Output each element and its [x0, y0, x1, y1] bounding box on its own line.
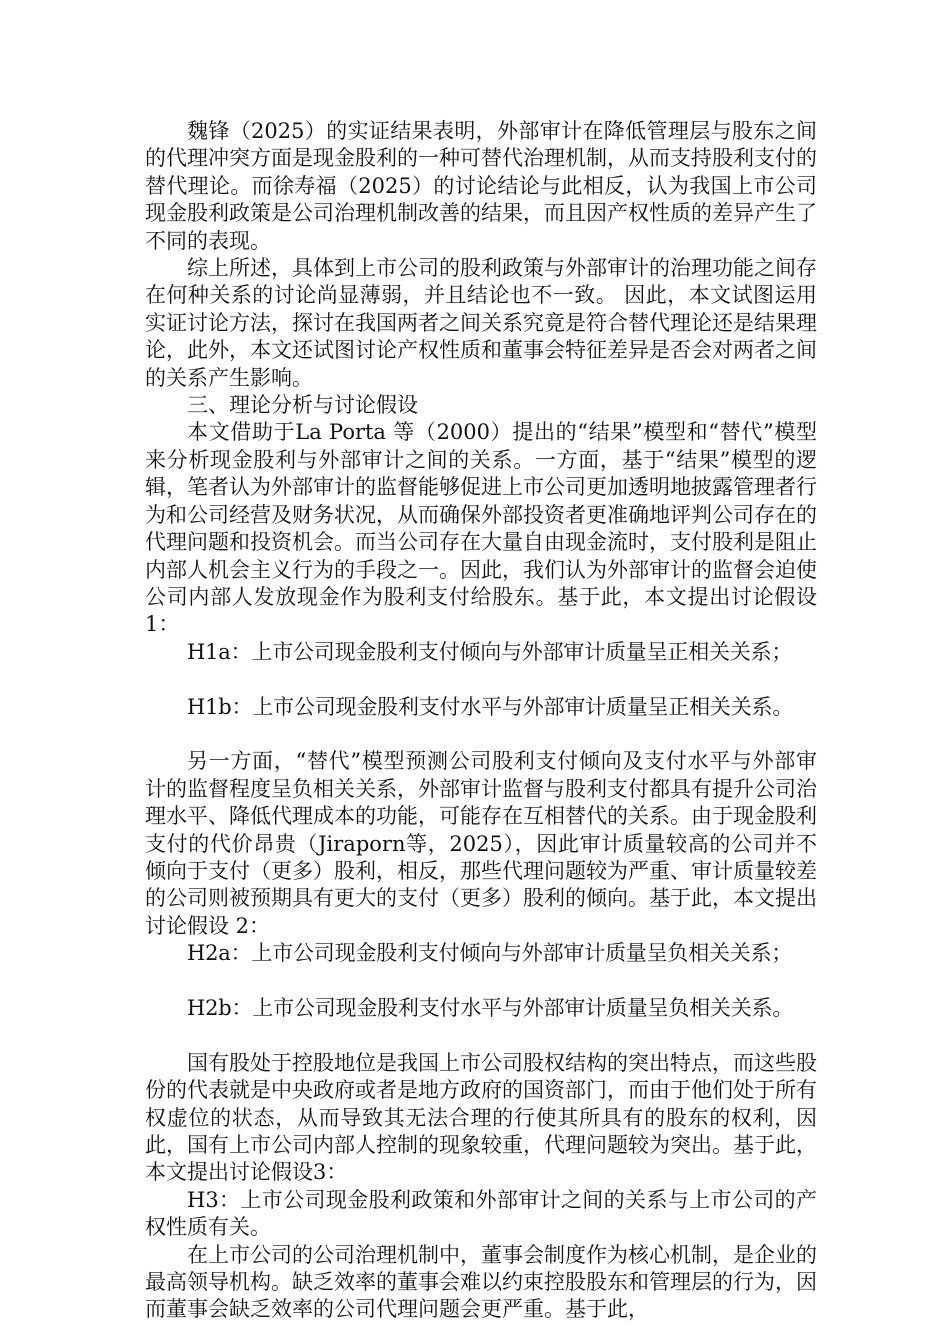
paragraph-state-ownership: 国有股处于控股地位是我国上市公司股权结构的突出特点，而这些股份的代表就是中央政府或者是地方政府的国资部门，而由于他们处于所有权虚位的状态，从而导致其无法合理的行使其所具有的股东的权利，因此，国有上市公司内部人控制的现象较重，代理问题较为突出。基于此，本文提出讨论假设3： [145, 1050, 817, 1185]
hypothesis-h1b: H1b：上市公司现金股利支付水平与外部审计质量呈正相关关系。 [187, 694, 794, 719]
section-heading-theory: 三、理论分析与讨论假设 [187, 393, 418, 418]
hypothesis-h2a: H2a：上市公司现金股利支付倾向与外部审计质量呈负相关关系； [187, 941, 793, 966]
hypothesis-h2b: H2b：上市公司现金股利支付水平与外部审计质量呈负相关关系。 [187, 995, 794, 1020]
paragraph-board: 在上市公司的公司治理机制中，董事会制度作为核心机制，是企业的最高领导机构。缺乏效率的董事会难以约束控股股东和管理层的行为，因而董事会缺乏效率的公司代理问题会更严重。基于此， [145, 1242, 817, 1322]
spacer [145, 1022, 817, 1049]
spacer [145, 666, 817, 693]
hypothesis-h1a: H1a：上市公司现金股利支付倾向与外部审计质量呈正相关关系； [187, 639, 793, 664]
paragraph-summary: 综上所述，具体到上市公司的股利政策与外部审计的治理功能之间存在何种关系的讨论尚显薄弱，并且结论也不一致。 因此，本文试图运用实证讨论方法，探讨在我国两者之间关系究竟是符合替代理论还是结果理论，此外，本文还试图讨论产权性质和董事会特征差异是否会对两者之间的关系产生影响。 [145, 256, 817, 390]
paragraph-weifeng-findings: 魏锋（2025）的实证结果表明，外部审计在降低管理层与股东之间的代理冲突方面是现金股利的一种可替代治理机制，从而支持股利支付的替代理论。而徐寿福（2025）的讨论结论与此相反，认为我国上市公司现金股利政策是公司治理机制改善的结果，而且因产权性质的差异产生了不同的表现。 [145, 119, 817, 253]
document-body [145, 118, 817, 1324]
paragraph-substitute-model: 另一方面，“替代”模型预测公司股利支付倾向及支付水平与外部审计的监督程度呈负相关关系，外部审计监督与股利支付都具有提升公司治理水平、降低代理成本的功能，可能存在互相替代的关系。由于现金股利支付的代价昂贵（Jiraporn等，2025），因此审计质量较高的公司并不倾向于支付（更多）股利，相反，那些代理问题较为严重、审计质量较差的公司则被预期具有更大的支付（更多）股利的倾向。基于此，本文提出讨论假设 2： [145, 749, 817, 938]
spacer [145, 968, 817, 995]
spacer [145, 721, 817, 748]
hypothesis-h3: H3：上市公司现金股利政策和外部审计之间的关系与上市公司的产权性质有关。 [145, 1187, 817, 1240]
paragraph-outcome-model: 本文借助于La Porta 等（2000）提出的“结果”模型和“替代”模型来分析现金股利与外部审计之间的关系。一方面，基于“结果”模型的逻辑，笔者认为外部审计的监督能够促进上市公司更加透明地披露管理者行为和公司经营及财务状况，从而确保外部投资者更准确地评判公司存在的代理问题和投资机会。而当公司存在大量自由现金流时，支付股利是阻止内部人机会主义行为的手段之一。因此，我们认为外部审计的监督会迫使公司内部人发放现金作为股利支付给股东。基于此，本文提出讨论假设1： [145, 420, 817, 637]
